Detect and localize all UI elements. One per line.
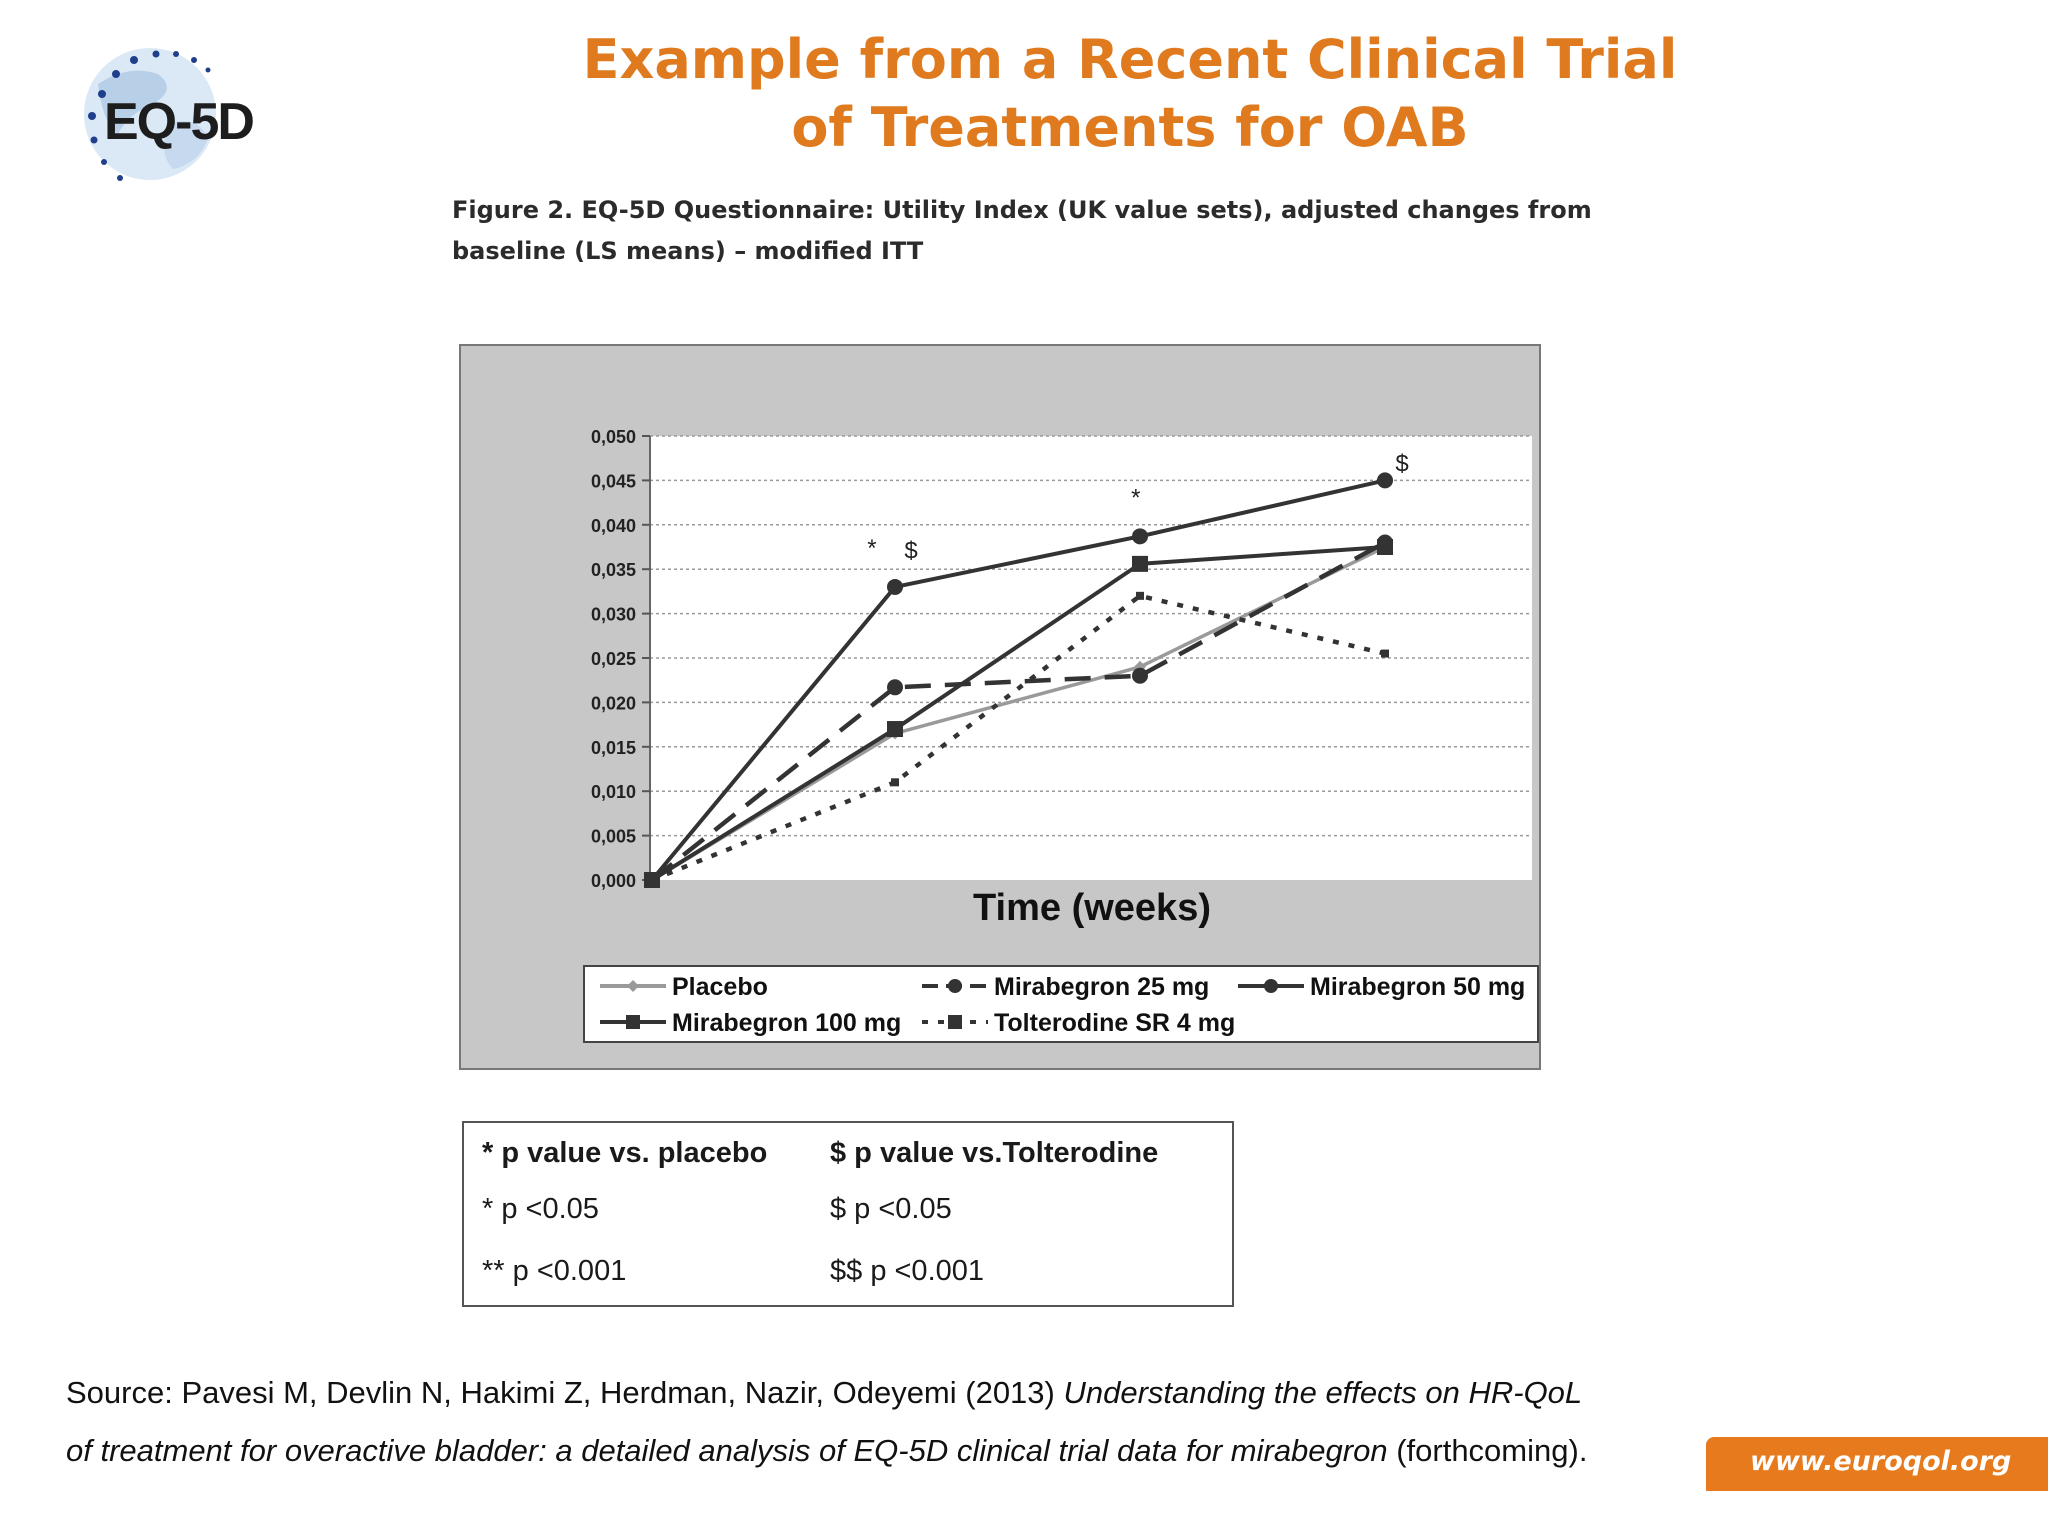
- source-title-part2: of treatment for overactive bladder: a detailed analysis of EQ-5D clinical trial data for mirabegron: [66, 1433, 1388, 1468]
- sig-placebo-p005: * p <0.05: [482, 1193, 599, 1225]
- y-tick-label: 0,045: [590, 471, 636, 492]
- figure-caption-line2: baseline (LS means) – modified ITT: [452, 237, 924, 265]
- sig-tolterodine-p005: $ p <0.05: [830, 1193, 952, 1225]
- legend-label-tolterodine-sr-4-mg: Tolterodine SR 4 mg: [994, 1009, 1236, 1037]
- legend-label-mirabegron-100-mg: Mirabegron 100 mg: [672, 1009, 902, 1037]
- y-tick-label: 0,040: [590, 515, 636, 536]
- data-point-tolterodine-sr-4-mg: [1136, 592, 1144, 600]
- website-link-bar[interactable]: [1706, 1437, 2048, 1491]
- sig-header-placebo: * p value vs. placebo: [482, 1137, 768, 1169]
- y-tick-label: 0,010: [590, 782, 636, 803]
- significance-annotation: $: [1395, 450, 1409, 478]
- logo-text: EQ-5D: [104, 93, 253, 151]
- source-prefix: Source: Pavesi M, Devlin N, Hakimi Z, Herdman, Nazir, Odeyemi (2013): [66, 1375, 1064, 1410]
- legend-label-mirabegron-50-mg: Mirabegron 50 mg: [1310, 973, 1526, 1001]
- data-point-mirabegron-100-mg: [1377, 539, 1393, 555]
- y-tick-label: 0,000: [590, 871, 636, 891]
- significance-annotation: *: [867, 534, 877, 562]
- significance-annotation: $: [904, 537, 918, 565]
- legend-marker-tolterodine-sr-4-mg: [948, 1015, 962, 1029]
- sig-placebo-p0001: ** p <0.001: [482, 1255, 627, 1287]
- data-point-mirabegron-100-mg: [887, 721, 903, 737]
- y-tick-label: 0,035: [590, 560, 636, 581]
- x-axis-label: Time (weeks): [973, 887, 1211, 929]
- data-point-mirabegron-25-mg: [887, 679, 903, 695]
- source-line1: [66, 1364, 1766, 1422]
- legend-label-placebo: Placebo: [672, 973, 768, 1001]
- legend-marker-mirabegron-50-mg: [1264, 979, 1278, 993]
- sig-tolterodine-p0001: $$ p <0.001: [830, 1255, 985, 1287]
- source-title-part1: Understanding the effects on HR-QoL: [1063, 1375, 1583, 1410]
- legend-label-mirabegron-25-mg: Mirabegron 25 mg: [994, 973, 1210, 1001]
- data-point-tolterodine-sr-4-mg: [648, 876, 656, 884]
- slide-title-line1: Example from a Recent Clinical Trial: [582, 28, 1678, 91]
- source-citation: [66, 1364, 1766, 1480]
- sig-header-tolterodine: $ p value vs.Tolterodine: [830, 1137, 1159, 1169]
- data-point-tolterodine-sr-4-mg: [891, 778, 899, 786]
- data-point-tolterodine-sr-4-mg: [1381, 650, 1389, 658]
- source-line2: [66, 1422, 1766, 1480]
- data-point-mirabegron-100-mg: [1132, 556, 1148, 572]
- y-tick-label: 0,015: [590, 737, 636, 758]
- data-point-mirabegron-50-mg: [1132, 528, 1148, 544]
- y-tick-label: 0,020: [590, 693, 636, 714]
- significance-annotation: *: [1131, 484, 1141, 512]
- figure-caption-line1: Figure 2. EQ-5D Questionnaire: Utility Index (UK value sets), adjusted changes from: [452, 196, 1592, 224]
- data-point-mirabegron-50-mg: [1377, 472, 1393, 488]
- website-url[interactable]: www.euroqol.org: [1750, 1446, 2012, 1477]
- slide-title-line2: of Treatments for OAB: [791, 96, 1469, 159]
- legend-marker-mirabegron-100-mg: [626, 1015, 640, 1029]
- data-point-mirabegron-25-mg: [1132, 668, 1148, 684]
- y-tick-label: 0,030: [590, 604, 636, 625]
- y-tick-label: 0,025: [590, 649, 636, 669]
- y-tick-label: 0,005: [590, 826, 636, 847]
- y-tick-label: 0,050: [590, 427, 636, 447]
- data-point-mirabegron-50-mg: [887, 579, 903, 595]
- significance-key: [462, 1121, 1234, 1307]
- legend-marker-mirabegron-25-mg: [948, 979, 962, 993]
- source-suffix: (forthcoming).: [1387, 1433, 1588, 1468]
